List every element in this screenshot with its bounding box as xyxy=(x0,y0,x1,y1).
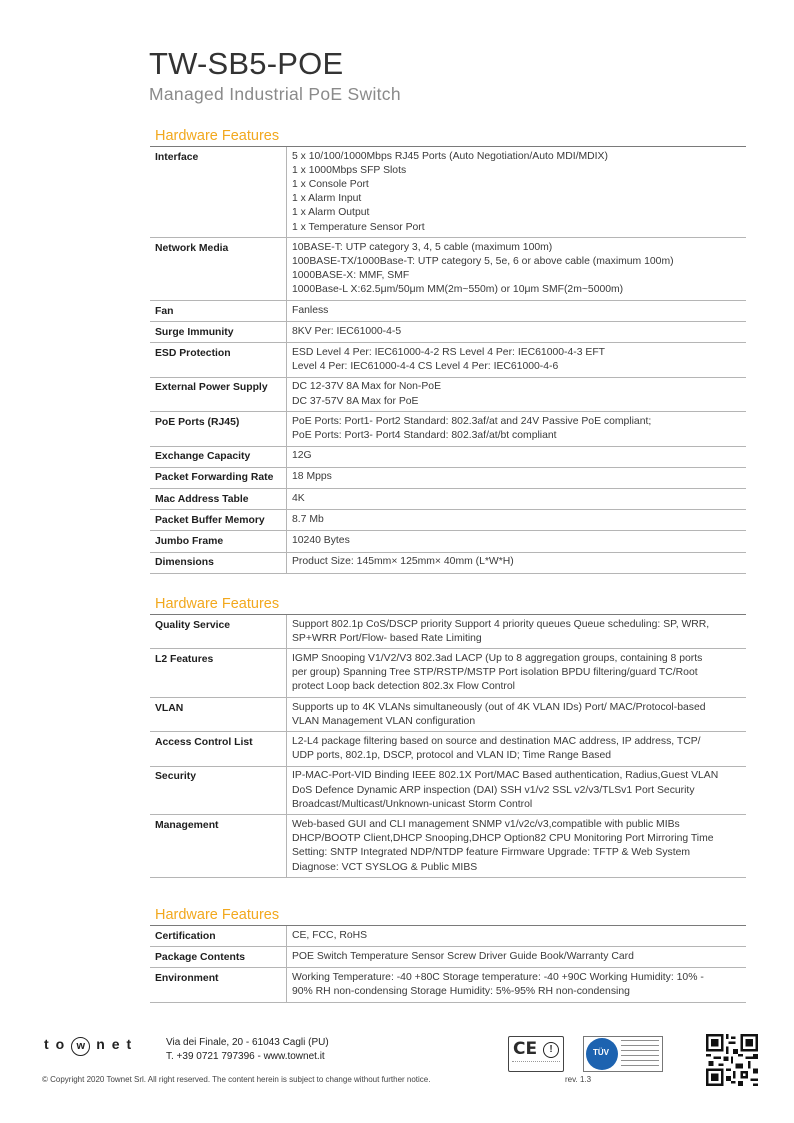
section-title: Hardware Features xyxy=(150,127,746,147)
spec-value-line: IGMP Snooping V1/V2/V3 802.3ad LACP (Up to 8 aggregation groups, containing 8 ports xyxy=(292,652,703,664)
spec-value xyxy=(287,489,747,510)
section-title: Hardware Features xyxy=(150,595,746,615)
section-title: Hardware Features xyxy=(150,906,746,926)
spec-row xyxy=(150,467,746,488)
spec-row xyxy=(150,412,746,446)
spec-value-line: 18 Mpps xyxy=(292,471,332,483)
ce-mark-icon: CE ! xyxy=(508,1036,564,1072)
spec-value xyxy=(287,615,747,649)
spec-label: Security xyxy=(150,766,287,815)
spec-value xyxy=(287,322,747,343)
spec-value xyxy=(287,815,747,878)
spec-row xyxy=(150,238,746,301)
spec-row xyxy=(150,615,746,649)
spec-label: Exchange Capacity xyxy=(150,446,287,467)
spec-value-line: Support 802.1p CoS/DSCP priority Support 4 priority queues Queue scheduling: SP, WRR, xyxy=(292,618,710,630)
spec-table xyxy=(150,615,746,878)
spec-row xyxy=(150,649,746,698)
spec-label: Jumbo Frame xyxy=(150,531,287,552)
spec-label: Fan xyxy=(150,301,287,322)
spec-value-line: Working Temperature: -40 +80C Storage temperature: -40 +90C Working Humidity: 10% - xyxy=(292,971,704,983)
spec-value xyxy=(287,698,747,732)
spec-value-line: L2-L4 package filtering based on source and destination MAC address, IP address, TCP/ xyxy=(292,735,701,747)
spec-label: Interface xyxy=(150,147,287,238)
spec-value-line: 8.7 Mb xyxy=(292,513,324,525)
spec-value-line: Setting: SNTP Integrated NDP/NTDP feature Firmware Upgrade: TFTP & Web System xyxy=(292,847,691,859)
revision-label: rev. 1.3 xyxy=(565,1075,592,1084)
spec-value xyxy=(287,510,747,531)
spec-value-line: Web-based GUI and CLI management SNMP v1/v2c/v3,compatible with public MIBs xyxy=(292,818,680,830)
spec-value-line: 1000Base-L X:62.5μm/50μm MM(2m~550m) or 10μm SMF(2m~5000m) xyxy=(292,284,624,296)
spec-label: ESD Protection xyxy=(150,343,287,377)
spec-row xyxy=(150,968,746,1002)
spec-row xyxy=(150,147,746,238)
spec-value-line: PoE Ports: Port1- Port2 Standard: 802.3af/at and 24V Passive PoE compliant; xyxy=(292,415,652,427)
spec-value-line: Level 4 Per: IEC61000-4-4 CS Level 4 Per: IEC61000-4-6 xyxy=(292,361,559,373)
spec-value-line: 8KV Per: IEC61000-4-5 xyxy=(292,325,402,337)
spec-label: PoE Ports (RJ45) xyxy=(150,412,287,446)
spec-value xyxy=(287,238,747,301)
spec-value-line: 1 x Console Port xyxy=(292,178,369,190)
spec-value xyxy=(287,531,747,552)
spec-label: Surge Immunity xyxy=(150,322,287,343)
qr-code-icon xyxy=(706,1034,758,1086)
copyright-notice: © Copyright 2020 Townet Srl. All right reserved. The content herein is subject to change without further notice. xyxy=(42,1075,431,1084)
spec-value xyxy=(287,301,747,322)
spec-label: Mac Address Table xyxy=(150,489,287,510)
spec-value xyxy=(287,732,747,766)
spec-row xyxy=(150,301,746,322)
spec-value xyxy=(287,446,747,467)
spec-value-line: 1 x 1000Mbps SFP Slots xyxy=(292,164,407,176)
spec-row xyxy=(150,322,746,343)
spec-label: Dimensions xyxy=(150,552,287,573)
spec-value-line: IP-MAC-Port-VID Binding IEEE 802.1X Port/MAC Based authentication, Radius,Guest VLAN xyxy=(292,770,719,782)
spec-value-line: Product Size: 145mm× 125mm× 40mm (L*W*H) xyxy=(292,556,514,568)
spec-value-line: DoS Defence Dynamic ARP inspection (DAI) SSH v1/v2 SSL v2/v3/TLSv1 Port Security xyxy=(292,784,695,796)
spec-row xyxy=(150,531,746,552)
spec-row xyxy=(150,698,746,732)
spec-label: Certification xyxy=(150,926,287,947)
spec-label: External Power Supply xyxy=(150,377,287,411)
spec-value-line: Supports up to 4K VLANs simultaneously (out of 4K VLAN IDs) Port/ MAC/Protocol-based xyxy=(292,701,706,713)
spec-row xyxy=(150,732,746,766)
spec-value-line: Fanless xyxy=(292,304,329,316)
hardware-features-section-2 xyxy=(150,595,746,878)
spec-table xyxy=(150,147,746,574)
spec-row xyxy=(150,815,746,878)
spec-value-line: Diagnose: VCT SYSLOG & Public MIBS xyxy=(292,861,478,873)
spec-label: Management xyxy=(150,815,287,878)
spec-row xyxy=(150,947,746,968)
spec-value-line: 1 x Alarm Output xyxy=(292,207,370,219)
spec-value xyxy=(287,649,747,698)
hardware-features-section-1 xyxy=(150,127,746,574)
spec-value-line: 1000BASE-X: MMF, SMF xyxy=(292,270,410,282)
spec-value-line: 5 x 10/100/1000Mbps RJ45 Ports (Auto Negotiation/Auto MDI/MDIX) xyxy=(292,150,608,162)
spec-value-line: 90% RH non-condensing Storage Humidity: 5%-95% RH non-condensing xyxy=(292,986,630,998)
spec-value-line: 1 x Temperature Sensor Port xyxy=(292,221,425,233)
spec-value-line: 10BASE-T: UTP category 3, 4, 5 cable (maximum 100m) xyxy=(292,241,553,253)
spec-label: Packet Forwarding Rate xyxy=(150,467,287,488)
spec-value xyxy=(287,343,747,377)
spec-row xyxy=(150,343,746,377)
spec-table xyxy=(150,926,746,1003)
spec-label: Network Media xyxy=(150,238,287,301)
footer-address: Via dei Finale, 20 - 61043 Cagli (PU) xyxy=(166,1037,329,1048)
spec-value-line: 100BASE-TX/1000Base-T: UTP category 5, 5e, 6 or above cable (maximum 100m) xyxy=(292,255,674,267)
spec-value-line: UDP ports, 802.1p, DSCP, protocol and VLAN ID; Time Range Based xyxy=(292,750,612,762)
spec-value xyxy=(287,552,747,573)
spec-value-line: 1 x Alarm Input xyxy=(292,193,362,205)
spec-label: Package Contents xyxy=(150,947,287,968)
spec-label: Access Control List xyxy=(150,732,287,766)
spec-row xyxy=(150,446,746,467)
hardware-features-section-3 xyxy=(150,906,746,1003)
product-subtitle: Managed Industrial PoE Switch xyxy=(149,84,401,104)
spec-value-line: CE, FCC, RoHS xyxy=(292,929,368,941)
spec-value-line: 12G xyxy=(292,450,312,462)
spec-label: Quality Service xyxy=(150,615,287,649)
spec-row xyxy=(150,766,746,815)
tuv-certified-badge-icon: TÜV xyxy=(583,1036,663,1072)
spec-value xyxy=(287,412,747,446)
spec-value xyxy=(287,926,747,947)
spec-row xyxy=(150,510,746,531)
product-title: TW-SB5-POE xyxy=(149,46,344,81)
spec-value-line: per group) Spanning Tree STP/RSTP/MSTP Port isolation BPDU filtering/guard TC/Root xyxy=(292,667,698,679)
spec-value-line: DC 37-57V 8A Max for PoE xyxy=(292,395,419,407)
spec-value-line: protect Loop back detection 802.3x Flow Control xyxy=(292,681,515,693)
spec-value-line: 4K xyxy=(292,492,305,504)
spec-value-line: 10240 Bytes xyxy=(292,534,350,546)
spec-value xyxy=(287,377,747,411)
spec-value-line: POE Switch Temperature Sensor Screw Driver Guide Book/Warranty Card xyxy=(292,950,634,962)
spec-label: Environment xyxy=(150,968,287,1002)
spec-value-line: Broadcast/Multicast/Unknown-unicast Storm Control xyxy=(292,798,533,810)
spec-value xyxy=(287,766,747,815)
spec-row xyxy=(150,552,746,573)
spec-value-line: PoE Ports: Port3- Port4 Standard: 802.3af/at/bt compliant xyxy=(292,429,557,441)
townet-logo: to w net xyxy=(44,1036,138,1056)
spec-row xyxy=(150,377,746,411)
spec-row xyxy=(150,489,746,510)
footer-contact: T. +39 0721 797396 - www.townet.it xyxy=(166,1051,325,1062)
spec-row xyxy=(150,926,746,947)
spec-label: Packet Buffer Memory xyxy=(150,510,287,531)
spec-value xyxy=(287,467,747,488)
spec-value-line: DHCP/BOOTP Client,DHCP Snooping,DHCP Option82 CPU Monitoring Port Mirroring Time xyxy=(292,833,714,845)
spec-value-line: SP+WRR Port/Flow- based Rate Limiting xyxy=(292,632,482,644)
spec-label: VLAN xyxy=(150,698,287,732)
spec-value xyxy=(287,147,747,238)
spec-value xyxy=(287,947,747,968)
spec-value-line: VLAN Management VLAN configuration xyxy=(292,715,476,727)
spec-value-line: DC 12-37V 8A Max for Non-PoE xyxy=(292,381,441,393)
spec-value xyxy=(287,968,747,1002)
spec-label: L2 Features xyxy=(150,649,287,698)
spec-value-line: ESD Level 4 Per: IEC61000-4-2 RS Level 4 Per: IEC61000-4-3 EFT xyxy=(292,346,606,358)
